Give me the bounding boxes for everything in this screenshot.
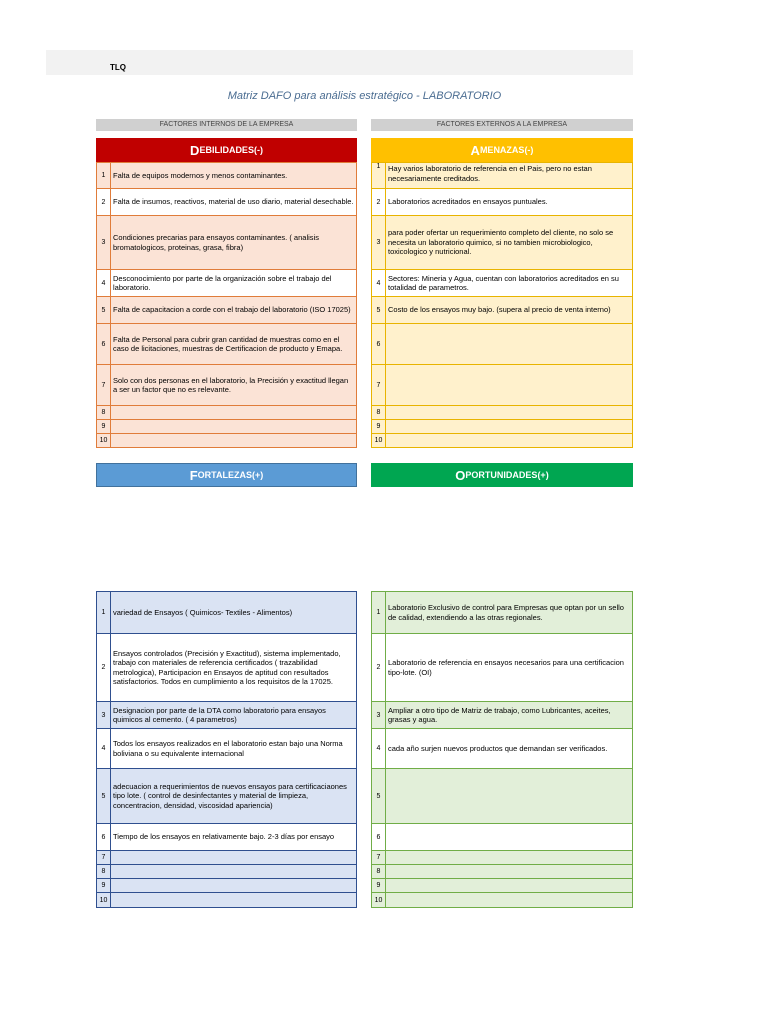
doc-tag: TLQ — [110, 63, 126, 72]
debilidades-header — [96, 138, 357, 162]
oportunidades-row-number: 8 — [372, 865, 386, 878]
oportunidades-row — [371, 769, 633, 824]
fortalezas-row-text: Todos los ensayos realizados en el laboratorio estan bajo una Norma boliviana o su equivalente internacional — [113, 739, 343, 758]
fortalezas-row-text: Ensayos controlados (Precisión y Exactitud), sistema implementado, trabajo con materiales de referencia certificados ( trazabilidad metrologica), Participacion en Ensayos de aptitud con resultados satisfactorios. Todos en cumplimiento a los requisitos de la 17025. — [113, 648, 341, 686]
amenazas-row — [371, 297, 633, 324]
debilidades-table — [96, 162, 357, 450]
fortalezas-row-number: 5 — [97, 769, 111, 823]
amenazas-header — [371, 138, 633, 162]
debilidades-row-text: Falta de equipos modernos y menos contaminantes. — [113, 170, 288, 180]
fortalezas-row-text: adecuacion a requerimientos de nuevos ensayos para certificaciaones tipo lote. ( control de desinfectantes y material de limpieza, concentracion, densidad, viscosidad apariencia) — [113, 781, 347, 810]
debilidades-row-number: 8 — [97, 406, 111, 419]
amenazas-row-number: 9 — [372, 420, 386, 433]
oportunidades-row-text: Laboratorio de referencia en ensayos necesarios para una certificacion tipo-lote. (OI) — [388, 658, 624, 677]
amenazas-initial: A — [470, 142, 480, 158]
oportunidades-row-number: 6 — [372, 824, 386, 850]
oportunidades-row-number: 2 — [372, 634, 386, 701]
oportunidades-row-text — [386, 893, 632, 907]
amenazas-row — [371, 406, 633, 420]
fortalezas-row-text: variedad de Ensayos ( Quimicos- Textiles - Alimentos) — [113, 607, 293, 617]
fortalezas-row — [96, 702, 357, 729]
fortalezas-row — [96, 879, 357, 893]
oportunidades-initial: O — [455, 467, 466, 483]
fortalezas-row-number: 7 — [97, 851, 111, 864]
amenazas-row — [371, 434, 633, 448]
fortalezas-row-text — [111, 865, 356, 878]
top-bar — [46, 50, 633, 75]
debilidades-row — [96, 324, 357, 365]
amenazas-row-text: Sectores: Mineria y Agua, cuentan con laboratorios acreditados en su totalidad de parametros. — [388, 273, 619, 292]
amenazas-row-number: 5 — [372, 297, 386, 323]
debilidades-row — [96, 216, 357, 270]
debilidades-row-number: 3 — [97, 216, 111, 269]
debilidades-row — [96, 162, 357, 189]
debilidades-row-text: Falta de insumos, reactivos, material de uso diario, material desechable. — [113, 197, 354, 207]
external-factors-header: FACTORES EXTERNOS A LA EMPRESA — [371, 119, 633, 131]
amenazas-row-number: 4 — [372, 270, 386, 296]
oportunidades-row-number: 7 — [372, 851, 386, 864]
amenazas-row-number: 10 — [372, 434, 386, 447]
debilidades-row-number: 4 — [97, 270, 111, 296]
fortalezas-row — [96, 729, 357, 769]
oportunidades-row-text — [386, 865, 632, 878]
debilidades-row-text — [111, 434, 356, 447]
fortalezas-row-number: 6 — [97, 824, 111, 850]
fortalezas-row-text: Tiempo de los ensayos en relativamente bajo. 2-3 días por ensayo — [113, 832, 335, 842]
debilidades-row-text: Falta de Personal para cubrir gran cantidad de muestras como en el caso de licitaciones, muestras de Certificacion de producto y Emapa. — [113, 334, 343, 353]
fortalezas-row-number: 10 — [97, 893, 111, 907]
oportunidades-row — [371, 824, 633, 851]
oportunidades-row-text — [386, 851, 632, 864]
debilidades-row-number: 5 — [97, 297, 111, 323]
fortalezas-row — [96, 769, 357, 824]
amenazas-row-text — [386, 406, 632, 419]
debilidades-row — [96, 365, 357, 406]
debilidades-row-number: 1 — [97, 163, 111, 188]
oportunidades-row — [371, 893, 633, 908]
amenazas-table — [371, 162, 633, 450]
amenazas-title: MENAZAS — [479, 145, 525, 155]
oportunidades-row — [371, 865, 633, 879]
fortalezas-row-number: 2 — [97, 634, 111, 701]
amenazas-row — [371, 189, 633, 216]
oportunidades-row-number: 4 — [372, 729, 386, 768]
amenazas-row-text — [386, 420, 632, 433]
debilidades-initial: D — [190, 142, 200, 158]
debilidades-row — [96, 270, 357, 297]
amenazas-row — [371, 162, 633, 189]
amenazas-row-text — [386, 324, 632, 364]
amenazas-row — [371, 216, 633, 270]
fortalezas-row — [96, 634, 357, 702]
fortalezas-row — [96, 824, 357, 851]
internal-factors-header: FACTORES INTERNOS DE LA EMPRESA — [96, 119, 357, 131]
debilidades-row-number: 6 — [97, 324, 111, 364]
amenazas-row — [371, 324, 633, 365]
amenazas-row-text: Costo de los ensayos muy bajo. (supera al precio de venta interno) — [388, 305, 611, 315]
oportunidades-row-text — [386, 824, 632, 850]
amenazas-row-number: 6 — [372, 324, 386, 364]
amenazas-row — [371, 270, 633, 297]
debilidades-row-text — [111, 406, 356, 419]
debilidades-row — [96, 420, 357, 434]
fortalezas-row-text — [111, 893, 356, 907]
amenazas-row-number: 3 — [372, 216, 386, 269]
oportunidades-row — [371, 702, 633, 729]
oportunidades-row — [371, 634, 633, 702]
fortalezas-initial: F — [189, 467, 198, 483]
oportunidades-row-text — [386, 879, 632, 892]
debilidades-row-text: Desconocimiento por parte de la organización sobre el trabajo del laboratorio. — [113, 273, 332, 292]
amenazas-row-text: Hay varios laboratorio de referencia en el Pais, pero no estan necesariamente creditados. — [388, 164, 592, 183]
debilidades-sign: (-) — [253, 145, 263, 155]
oportunidades-row — [371, 879, 633, 893]
amenazas-row-number: 8 — [372, 406, 386, 419]
fortalezas-row — [96, 591, 357, 634]
fortalezas-row-text — [111, 879, 356, 892]
debilidades-row-number: 2 — [97, 189, 111, 215]
amenazas-row-number: 7 — [372, 365, 386, 405]
amenazas-row-text: para poder ofertar un requerimiento completo del cliente, no solo se necesita un laboratorio quimico, si no tambien microbiologico, toxicologico y nutricional. — [388, 228, 614, 257]
fortalezas-header — [96, 463, 357, 487]
amenazas-row-number: 2 — [372, 189, 386, 215]
oportunidades-row-number: 5 — [372, 769, 386, 823]
oportunidades-row-number: 9 — [372, 879, 386, 892]
fortalezas-row-text — [111, 851, 356, 864]
oportunidades-row-text — [386, 769, 632, 823]
oportunidades-title: PORTUNIDADES — [465, 470, 538, 480]
oportunidades-row-text: Ampliar a otro tipo de Matriz de trabajo, como Lubricantes, aceites, grasas y agua. — [388, 705, 611, 724]
debilidades-title: EBILIDADES — [199, 145, 254, 155]
debilidades-row — [96, 434, 357, 448]
amenazas-row-text — [386, 365, 632, 405]
fortalezas-row-number: 1 — [97, 592, 111, 633]
fortalezas-row-number: 8 — [97, 865, 111, 878]
amenazas-row — [371, 365, 633, 406]
debilidades-row-text: Falta de capacitacion a corde con el trabajo del laboratorio (ISO 17025) — [113, 305, 351, 315]
oportunidades-row-text: Laboratorio Exclusivo de control para Empresas que optan por un sello de calidad, extendiendo a las otras regionales. — [388, 603, 624, 622]
debilidades-row-text — [111, 420, 356, 433]
oportunidades-row — [371, 851, 633, 865]
amenazas-row — [371, 420, 633, 434]
fortalezas-row-number: 4 — [97, 729, 111, 768]
debilidades-row-text: Condiciones precarias para ensayos contaminantes. ( analisis bromatologicos, proteinas, grasa, fibra) — [113, 233, 319, 252]
debilidades-row — [96, 189, 357, 216]
oportunidades-row-number: 3 — [372, 702, 386, 728]
oportunidades-row-number: 10 — [372, 893, 386, 907]
oportunidades-row — [371, 729, 633, 769]
fortalezas-row-text: Designacion por parte de la DTA como laboratorio para ensayos quimicos al cemento. ( 4 parametros) — [113, 705, 326, 724]
debilidades-row — [96, 406, 357, 420]
amenazas-row-number: 1 — [372, 163, 386, 188]
fortalezas-row — [96, 865, 357, 879]
oportunidades-row — [371, 591, 633, 634]
debilidades-row-number: 9 — [97, 420, 111, 433]
debilidades-row-number: 7 — [97, 365, 111, 405]
fortalezas-table — [96, 591, 357, 908]
fortalezas-title: ORTALEZAS — [197, 470, 253, 480]
oportunidades-header — [371, 463, 633, 487]
fortalezas-row-number: 9 — [97, 879, 111, 892]
fortalezas-row — [96, 851, 357, 865]
fortalezas-sign: (+) — [252, 470, 264, 480]
fortalezas-row-number: 3 — [97, 702, 111, 728]
amenazas-sign: (-) — [524, 145, 534, 155]
oportunidades-row-number: 1 — [372, 592, 386, 633]
page-title: Matriz DAFO para análisis estratégico - LABORATORIO — [227, 90, 502, 102]
debilidades-row-number: 10 — [97, 434, 111, 447]
debilidades-row — [96, 297, 357, 324]
fortalezas-row — [96, 893, 357, 908]
oportunidades-row-text: cada año surjen nuevos productos que demandan ser verificados. — [388, 743, 608, 753]
oportunidades-sign: (+) — [537, 470, 549, 480]
debilidades-row-text: Solo con dos personas en el laboratorio, la Precisión y exactitud llegan a ser un factor que no es relevante. — [113, 375, 349, 394]
oportunidades-table — [371, 591, 633, 908]
amenazas-row-text — [386, 434, 632, 447]
amenazas-row-text: Laboratorios acreditados en ensayos puntuales. — [388, 197, 548, 207]
